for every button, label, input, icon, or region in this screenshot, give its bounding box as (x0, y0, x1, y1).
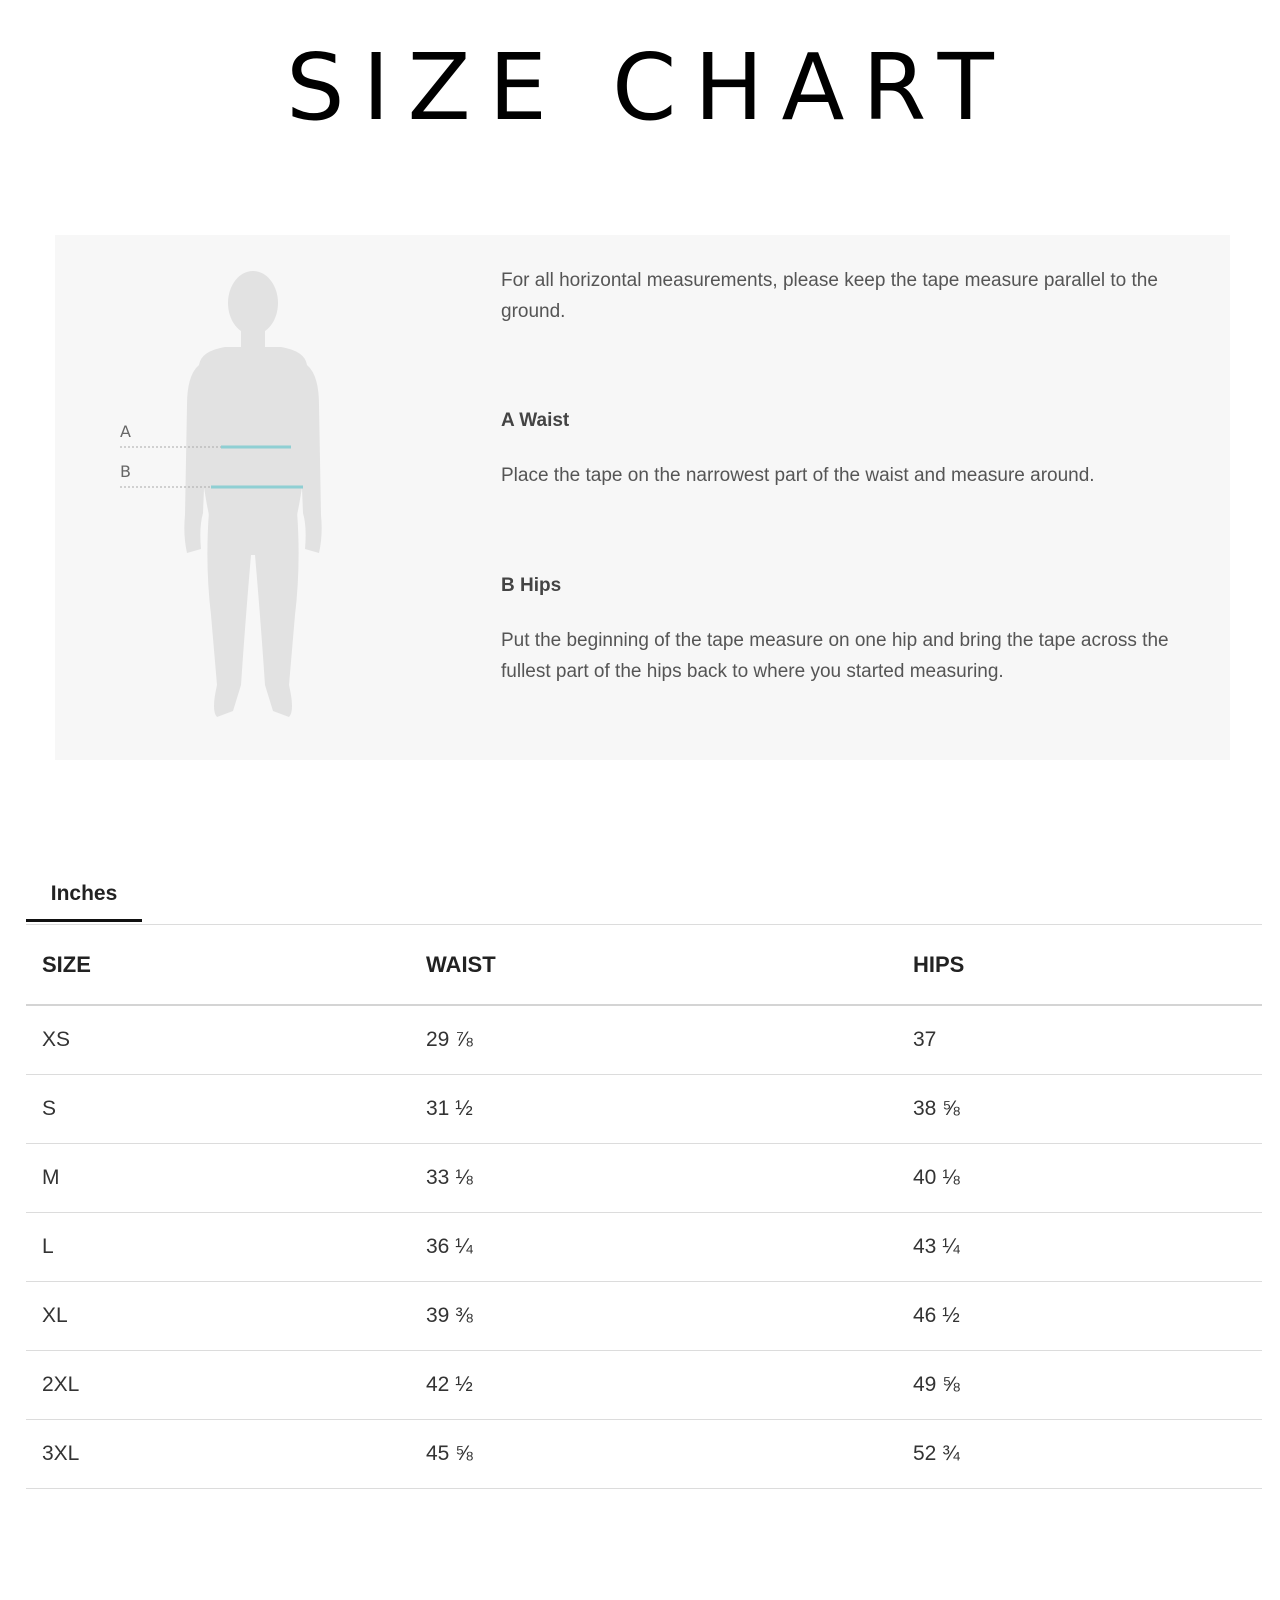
cell-waist: 29 ⅞ (410, 1005, 897, 1075)
hips-description: Put the beginning of the tape measure on one hip and bring the tape across the fullest part of the hips back to where you started measuring. (501, 630, 1169, 682)
cell-hips: 49 ⅝ (897, 1351, 1262, 1420)
table-header-row (26, 925, 1262, 1005)
header-hips: HIPS (897, 925, 1262, 1005)
cell-hips: 38 ⅝ (897, 1075, 1262, 1144)
cell-size: 3XL (26, 1420, 410, 1489)
cell-hips: 40 ⅛ (897, 1144, 1262, 1213)
table-row (26, 1213, 1262, 1282)
hips-marker-label: B (120, 462, 131, 481)
tab-inches[interactable]: Inches (26, 862, 142, 922)
guide-intro: For all horizontal measurements, please keep the tape measure parallel to the ground. (501, 270, 1158, 322)
header-waist: WAIST (410, 925, 897, 1005)
cell-waist: 36 ¼ (410, 1213, 897, 1282)
cell-size: L (26, 1213, 410, 1282)
waist-marker-label: A (120, 422, 131, 441)
table-row (26, 1420, 1262, 1489)
cell-size: XL (26, 1282, 410, 1351)
page-title: SIZE CHART (286, 34, 1012, 141)
body-silhouette-icon (115, 265, 345, 735)
unit-tabs (26, 862, 1262, 925)
cell-waist: 42 ½ (410, 1351, 897, 1420)
table-row (26, 1144, 1262, 1213)
body-figure (115, 265, 345, 735)
cell-size: 2XL (26, 1351, 410, 1420)
table-row (26, 1282, 1262, 1351)
table-row (26, 1005, 1262, 1075)
waist-heading: A Waist (501, 410, 570, 431)
measurement-guide (55, 235, 1230, 760)
cell-hips: 43 ¼ (897, 1213, 1262, 1282)
waist-description: Place the tape on the narrowest part of the waist and measure around. (501, 465, 1095, 486)
guide-text (501, 265, 1201, 682)
cell-waist: 33 ⅛ (410, 1144, 897, 1213)
table-row (26, 1075, 1262, 1144)
cell-size: S (26, 1075, 410, 1144)
cell-hips: 52 ¾ (897, 1420, 1262, 1489)
cell-size: M (26, 1144, 410, 1213)
size-table (26, 925, 1262, 1489)
header-size: SIZE (26, 925, 410, 1005)
cell-size: XS (26, 1005, 410, 1075)
hips-heading: B Hips (501, 575, 562, 596)
cell-waist: 31 ½ (410, 1075, 897, 1144)
cell-hips: 37 (897, 1005, 1262, 1075)
cell-waist: 45 ⅝ (410, 1420, 897, 1489)
cell-hips: 46 ½ (897, 1282, 1262, 1351)
table-row (26, 1351, 1262, 1420)
cell-waist: 39 ⅜ (410, 1282, 897, 1351)
